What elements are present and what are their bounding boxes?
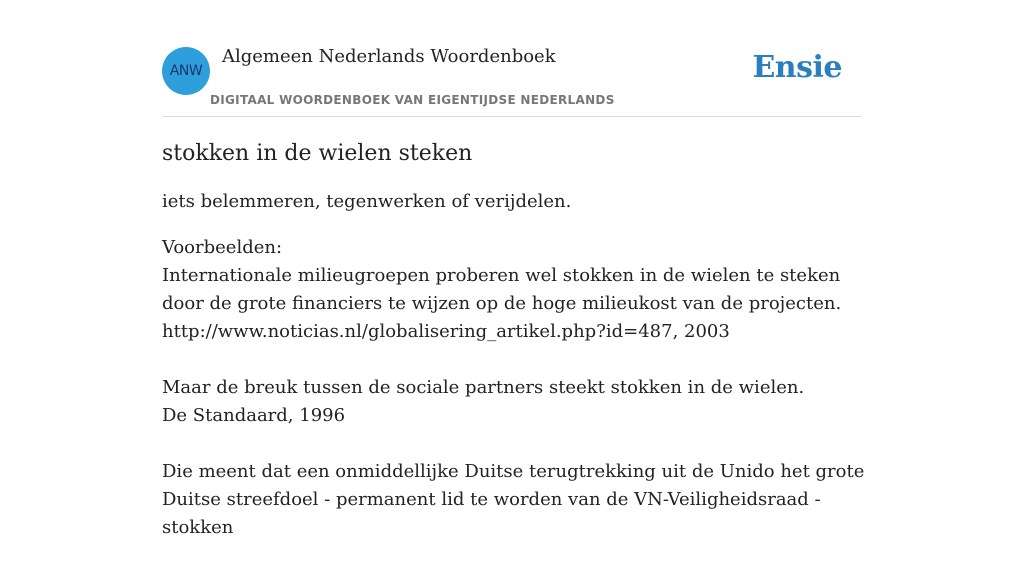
example-text: Internationale milieugroepen proberen wel stokken in de wielen te steken door de grote financiers te wijzen op de hoge milieukost van de projecten. [162,265,842,314]
site-header [162,38,862,117]
example-item [162,458,866,542]
example-text: Maar de breuk tussen de sociale partners steekt stokken in de wielen. [162,377,805,398]
example-item [162,262,866,346]
example-source: De Standaard, 1996 [162,405,346,426]
entry-content [162,138,866,570]
examples-label: Voorbeelden: [162,237,283,258]
example-source: http://www.noticias.nl/globalisering_artikel.php?id=487, 2003 [162,321,730,342]
site-subtitle: DIGITAAL WOORDENBOEK VAN EIGENTIJDSE NEDERLANDS [210,93,615,107]
ensie-brand-link[interactable]: Ensie [752,50,842,85]
example-text: Die meent dat een onmiddellijke Duitse terugtrekking uit de Unido het grote Duitse streefdoel - permanent lid te worden van de VN-Veiligheidsraad - stokken [162,461,865,538]
example-item [162,374,866,430]
entry-term: stokken in de wielen steken [162,141,473,166]
site-title[interactable]: Algemeen Nederlands Woordenboek [222,46,556,67]
entry-definition: iets belemmeren, tegenwerken of verijdelen. [162,191,572,212]
anw-logo[interactable]: ANW [162,47,210,95]
